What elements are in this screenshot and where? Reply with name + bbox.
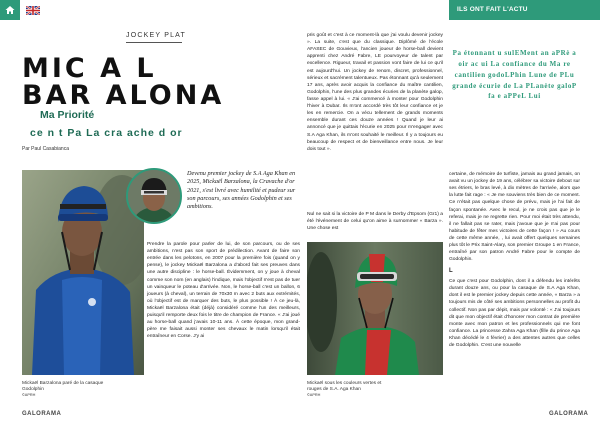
caption-left-text: Mickaël Barzalona paré de la casaque Godolphin bbox=[22, 381, 104, 393]
article-column-2b: Nul ne sait si la victoire de P M dans le Derby d'Epsom (Gr1) a été l'événement de celui qu'on aime à surnommer « Barza ». Une chose est bbox=[307, 212, 443, 232]
uk-flag-icon[interactable] bbox=[26, 6, 40, 15]
jockey-portrait-inset bbox=[126, 168, 182, 224]
home-button[interactable] bbox=[0, 0, 20, 20]
article-lead: Devenu premier jockey de S.A Aga Khan en 2025, Mickaël Barzalona, la Cravache d'or 2021, s'est livré avec humilité et pudeur sur son parcours, ses années Godolphin et ses ambitions. bbox=[187, 170, 296, 211]
subtitle-line-1: Ma Priorité bbox=[40, 109, 95, 121]
article-column-3-text: certaine, de mémoire de turfiste, jamais au grand jamais, on avait vu un jockey de 19 ans, célébrer sa victoire debout sur ses étriers, le bras levé, à dix mètres de l'arrivée, alors que la lutte fait rage : « Je me souviens très bien de ce moment. Ce n'était pas quelque chose de prévu, mais je l'ai fait de façon spontanée. Avec le recul, je ne crois pas que je le referai, mais je ne regrette rien. Pour moi était très attendu, il ne fallait pas se rater, mais j'avoue que je n'ai pas pour habitude de fêter mes victoires de cette façon ! » Au cours de cette même année, , lui avait offert quelques semaines plus tôt le Prix Saint-Alary, son premier Groupe 1 en France, entraîné par son patron André Fabre pour le compte de Godolphin. bbox=[449, 172, 580, 263]
headline-line-2: BAR ALONA bbox=[22, 80, 225, 111]
article-column-2: pris goût et c'est à ce moment-là que j'ai voulu devenir jockey ». La suite, c'est que du classique. Diplômé de l'école AFASEC de Gouvieux, l'ancien joueur de horse-ball devient apprenti chez André Fabre, LE pourvoyeur de talent par excellence. Rigueur, travail et passion vont faire de lui ce qu'il est aujourd'hui. Un jockey de renom, discret, professionnel, sérieux et sacrément talentueux. Pas étonnant qu'à seulement 17 ans, après avoir acquis la confiance du maître cantilien, Godolphin, l'une des plus grandes écuries de la planète galop, fasse appel à lui. « J'ai commencé à monter pour Godolphin l'hiver à Dubaï. Ils m'ont accordé très tôt leur confiance et je les en remercie. On a vécu tellement de grands moments ensemble durant ces douze années ! Quand je leur ai annoncé que je quittais l'écurie en 2025 pour m'engager avec S.A Aga Khan, ils m'ont souhaité le meilleur. Il y a toujours eu beaucoup de respect et de bienveillance entre nous. Je leur dois tout ». bbox=[307, 33, 443, 152]
kicker: JOCKEY PLAT bbox=[126, 32, 187, 39]
jockey-photo-aga-khan bbox=[307, 242, 443, 375]
magazine-footer-left: GALORAMA bbox=[22, 411, 62, 417]
photo-caption-right bbox=[307, 381, 397, 398]
article-column-1: Prendre la parole pour parler de lui, de son parcours, ou de ses ambitions, n'est pas son sport de prédilection. Avant de faire son entrée dans les pelotons, en 2007 pour la première fois (quand on y pense), le jockey Mickaël Barzalona a d'abord fait ses preuves dans une autre discipline : le horse-ball. Évidemment, on y joue à cheval comme son nom (en anglais) l'indique, mais l'objectif n'est pas de tuer un vainqueur le poteau d'arrivée. Non, le horse-ball c'est un ballon, 6 joueurs (à cheval), un terrain de 70x30 m avec 2 buts aux extrémités, où l'objectif est de marquer des buts, le plus possible ! À ce jeu-là, Mickaël Barzalona était (déjà) considéré comme l'un des meilleurs, puisqu'il remporte deux fois le titre de champion de France. « J'ai joué au horse-ball quand j'avais 10-11 ans. À cette époque, mon grand-père me faisait aussi monter ses chevaux le matin lorsqu'il était entraîneur en Corse. J'y ai bbox=[147, 242, 300, 340]
kicker-divider bbox=[126, 42, 182, 43]
byline: Par Paul Casabianca bbox=[22, 146, 69, 152]
article-column-3-heading: L bbox=[449, 268, 453, 275]
caption-right-text: Mickaël sous les couleurs vertes et rouges de S.A. Aga Khan bbox=[307, 381, 382, 393]
caption-left-credit: ©APRH bbox=[22, 393, 36, 398]
caption-right-credit: ©APRH bbox=[307, 393, 321, 398]
article-column-3b-text: Ce que c'est pour Godolphin, dont il a défendu les intérêts durant douze ans, ou pour la casaque de S.A Aga Khan, dont il est le premier jockey depuis cette année, « Barza » a toujours mis de côté ses ambitions personnelles au profit du collectif. Non pas par dépit, mais par volonté : « J'ai toujours dit que mon objectif était d'honorer mon contrat de première monte avec mon patron et les professionnels qui me font confiance. La princesse Zahra Aga Khan (fille du prince Aga Khan décédé le 4 février) a des attentes autres que celles de Godolphin. C'est une nouvelle bbox=[449, 279, 580, 349]
subtitle-line-2: ce n t Pa La cra ache d or bbox=[30, 127, 183, 139]
magazine-footer-right: GALORAMA bbox=[549, 411, 589, 417]
home-icon bbox=[5, 5, 15, 15]
section-banner bbox=[449, 0, 600, 20]
article-column-3 bbox=[449, 171, 580, 349]
section-label: ILS ONT FAIT L'ACTU bbox=[457, 6, 528, 13]
top-bar bbox=[0, 0, 600, 20]
photo-caption-left bbox=[22, 381, 112, 398]
headline-line-1: MIC A L bbox=[22, 53, 157, 84]
pull-quote: Pa étonnant u sulEMent an aPRè a oir ac ui La confiance du Ma re cantilien godoLPhin Lune de PLu grande écurie de La PLanète galoP fa e aPPeL Lui bbox=[452, 49, 577, 101]
